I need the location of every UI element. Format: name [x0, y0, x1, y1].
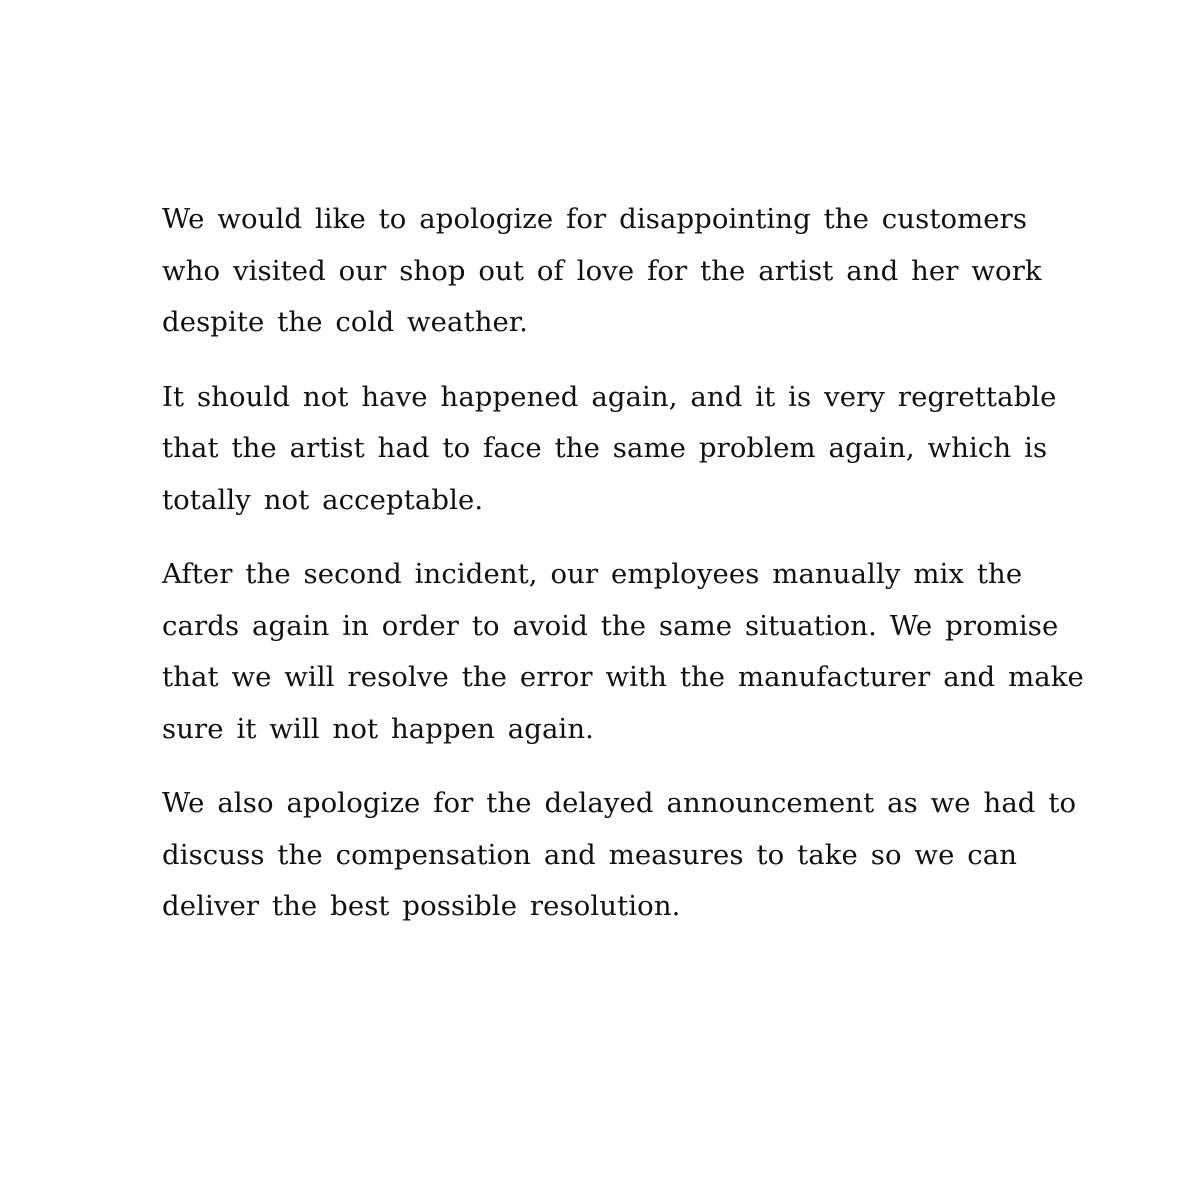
text-line: deliver the best possible resolution. [162, 890, 681, 922]
text-line: We also apologize for the delayed announcement as we had to [162, 787, 1077, 819]
text-line: totally not acceptable. [162, 483, 484, 516]
paragraph-regret [162, 372, 1062, 527]
text-line: discuss the compensation and measures to take so we can [162, 838, 1018, 871]
text-line: cards again in order to avoid the same situation. We promise [162, 609, 1059, 642]
paragraph-delay [162, 778, 1077, 933]
text-line: that the artist had to face the same problem again, which is [162, 432, 1048, 464]
text-line: It should not have happened again, and it is very regrettable [162, 380, 1057, 413]
paragraph-measures [162, 549, 1084, 755]
text-line: After the second incident, our employees manually mix the [162, 558, 1023, 590]
text-line: that we will resolve the error with the manufacturer and make [162, 661, 1084, 693]
text-line: We would like to apologize for disappointing the customers [162, 203, 1028, 235]
text-line: sure it will not happen again. [162, 712, 594, 745]
text-line: who visited our shop out of love for the artist and her work [162, 254, 1042, 287]
paragraph-apology [162, 194, 1062, 349]
document-body [162, 194, 1084, 956]
text-line: despite the cold weather. [162, 306, 528, 338]
